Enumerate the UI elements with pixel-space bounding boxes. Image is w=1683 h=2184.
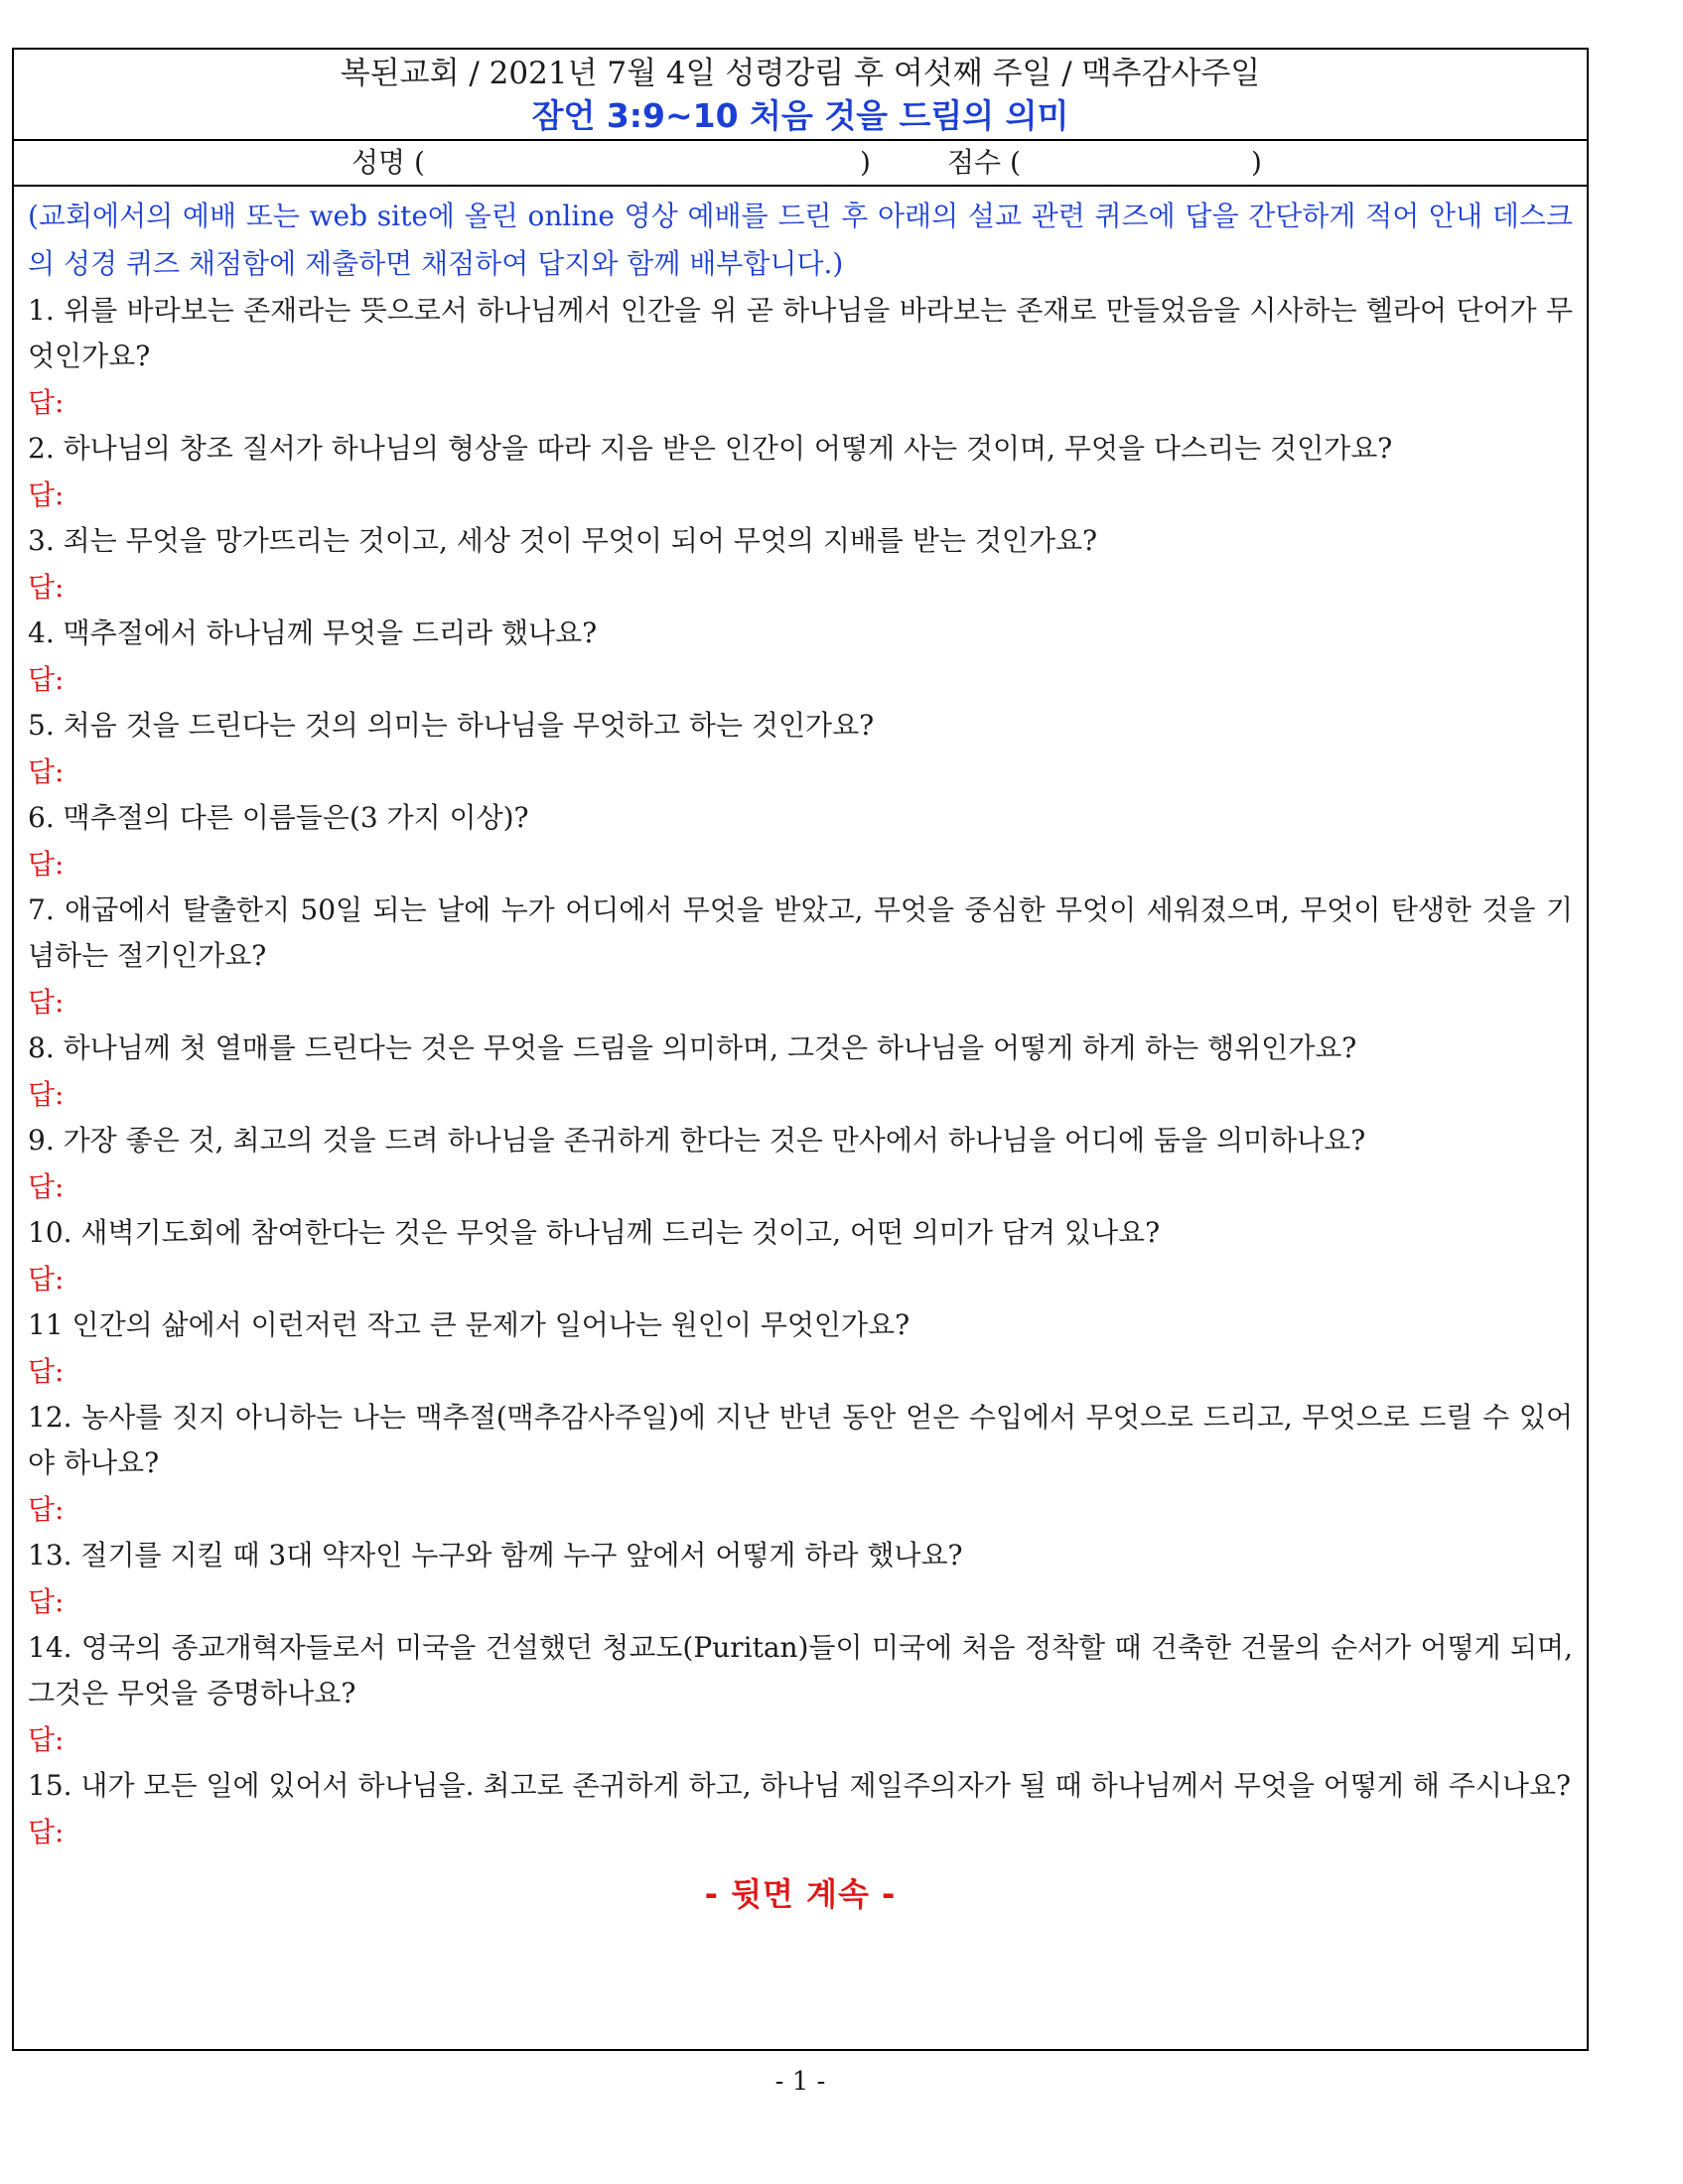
question-1: 1. 위를 바라보는 존재라는 뜻으로서 하나님께서 인간을 위 곧 하나님을 바라보는 존재로 만들었음을 시사하는 헬라어 단어가 무엇인가요? bbox=[28, 294, 1573, 372]
answer-label-4: 답: bbox=[28, 663, 65, 696]
question-13: 13. 절기를 지킬 때 3대 약자인 누구와 함께 누구 앞에서 어떻게 하라 했나요? bbox=[28, 1539, 963, 1571]
question-8: 8. 하나님께 첫 열매를 드린다는 것은 무엇을 드림을 의미하며, 그것은 하나님을 어떻게 하게 하는 행위인가요? bbox=[28, 1031, 1357, 1064]
page-number: - 1 - bbox=[774, 2067, 826, 2097]
question-10: 10. 새벽기도회에 참여한다는 것은 무엇을 하나님께 드리는 것이고, 어떤 의미가 담겨 있나요? bbox=[28, 1216, 1161, 1249]
answer-label-8: 답: bbox=[28, 1078, 65, 1111]
question-5: 5. 처음 것을 드린다는 것의 의미는 하나님을 무엇하고 하는 것인가요? bbox=[28, 709, 875, 742]
continued-notice: - 뒷면 계속 - bbox=[704, 1875, 897, 1913]
name-score-row bbox=[14, 141, 1587, 187]
answer-label-1: 답: bbox=[28, 386, 65, 419]
question-4: 4. 맥추절에서 하나님께 무엇을 드리라 했나요? bbox=[28, 616, 598, 649]
answer-label-5: 답: bbox=[28, 755, 65, 788]
answer-label-11: 답: bbox=[28, 1355, 65, 1388]
answer-label-6: 답: bbox=[28, 848, 65, 881]
question-3: 3. 죄는 무엇을 망가뜨리는 것이고, 세상 것이 무엇이 되어 무엇의 지배를 받는 것인가요? bbox=[28, 524, 1098, 557]
score-close: ) bbox=[1251, 146, 1262, 179]
answer-label-13: 답: bbox=[28, 1585, 65, 1618]
quiz-body bbox=[14, 187, 1587, 1915]
question-15: 15. 내가 모든 일에 있어서 하나님을. 최고로 존귀하게 하고, 하나님 제일주의자가 될 때 하나님께서 무엇을 어떻게 해 주시나요? bbox=[28, 1769, 1572, 1802]
answer-label-2: 답: bbox=[28, 478, 65, 511]
answer-label-12: 답: bbox=[28, 1493, 65, 1526]
answer-label-3: 답: bbox=[28, 571, 65, 604]
answer-label-7: 답: bbox=[28, 986, 65, 1019]
church-date-line: 복된교회 / 2021년 7월 4일 성령강림 후 여섯째 주일 / 맥추감사주일 bbox=[340, 56, 1261, 91]
sermon-title: 잠언 3:9~10 처음 것을 드림의 의미 bbox=[531, 96, 1069, 135]
question-14: 14. 영국의 종교개혁자들로서 미국을 건설했던 청교도(Puritan)들이 미국에 처음 정착할 때 건축한 건물의 순서가 어떻게 되며, 그것은 무엇을 증명하나요? bbox=[28, 1631, 1573, 1709]
question-2: 2. 하나님의 창조 질서가 하나님의 형상을 따라 지음 받은 인간이 어떻게 사는 것이며, 무엇을 다스리는 것인가요? bbox=[28, 432, 1393, 465]
answer-label-9: 답: bbox=[28, 1170, 65, 1203]
question-12: 12. 농사를 짓지 아니하는 나는 맥추절(맥추감사주일)에 지난 반년 동안 얻은 수입에서 무엇으로 드리고, 무엇으로 드릴 수 있어야 하나요? bbox=[28, 1401, 1573, 1479]
question-11: 11 인간의 삶에서 이런저런 작고 큰 문제가 일어나는 원인이 무엇인가요? bbox=[28, 1308, 911, 1341]
score-label: 점수 ( bbox=[947, 146, 1021, 179]
quiz-sheet bbox=[12, 48, 1589, 2051]
answer-label-14: 답: bbox=[28, 1723, 65, 1756]
name-close: ) bbox=[860, 146, 871, 179]
answer-label-10: 답: bbox=[28, 1263, 65, 1296]
sheet-header bbox=[14, 50, 1587, 141]
answer-label-15: 답: bbox=[28, 1816, 65, 1848]
instructions: (교회에서의 예배 또는 web site에 올린 online 영상 예배를 드린 후 아래의 설교 관련 퀴즈에 답을 간단하게 적어 안내 데스크의 성경 퀴즈 채점함에 제출하면 채점하여 답지와 함께 배부합니다.) bbox=[28, 200, 1573, 280]
question-9: 9. 가장 좋은 것, 최고의 것을 드려 하나님을 존귀하게 한다는 것은 만사에서 하나님을 어디에 둠을 의미하나요? bbox=[28, 1124, 1366, 1157]
question-list bbox=[28, 288, 1573, 1855]
question-6: 6. 맥추절의 다른 이름들은(3 가지 이상)? bbox=[28, 801, 529, 834]
question-7: 7. 애굽에서 탈출한지 50일 되는 날에 누가 어디에서 무엇을 받았고, 무엇을 중심한 무엇이 세워졌으며, 무엇이 탄생한 것을 기념하는 절기인가요? bbox=[28, 893, 1573, 972]
name-label: 성명 ( bbox=[351, 146, 425, 179]
